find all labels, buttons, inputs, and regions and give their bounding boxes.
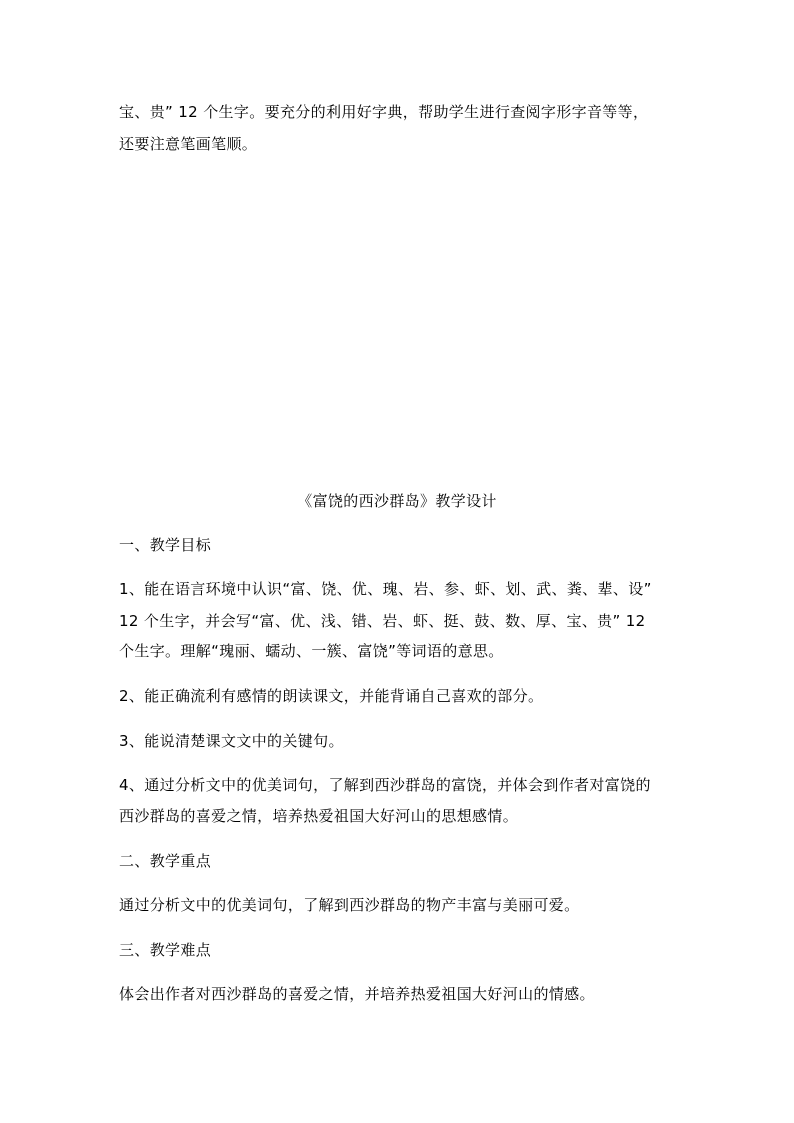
objective-3: 3、能说清楚课文文中的关键句。	[119, 732, 344, 750]
document-title: 《富饶的西沙群岛》教学设计	[297, 492, 497, 510]
key-points-text: 通过分析文中的优美词句，了解到西沙群岛的物产丰富与美丽可爱。	[119, 896, 580, 914]
paragraph-line: 还要注意笔画笔顺。	[119, 135, 258, 153]
section-heading-objectives: 一、教学目标	[119, 536, 212, 554]
objective-1-line: 1、能在语言环境中认识“富、饶、优、瑰、岩、参、虾、划、武、粪、辈、设”	[119, 580, 652, 598]
objective-4-line: 4、通过分析文中的优美词句，了解到西沙群岛的富饶，并体会到作者对富饶的	[119, 776, 651, 794]
objective-1-line: 个生字。理解“瑰丽、蠕动、一簇、富饶”等词语的意思。	[119, 642, 504, 660]
paragraph-line: 宝、贵” 12 个生字。要充分的利用好字典，帮助学生进行查阅字形字音等等，	[119, 103, 649, 121]
section-heading-difficulties: 三、教学难点	[119, 941, 212, 959]
section-heading-key-points: 二、教学重点	[119, 852, 212, 870]
objective-2: 2、能正确流利有感情的朗读课文，并能背诵自己喜欢的部分。	[119, 687, 544, 705]
objective-4-line: 西沙群岛的喜爱之情，培养热爱祖国大好河山的思想感情。	[119, 807, 519, 825]
objective-1-line: 12 个生字，并会写“富、优、浅、错、岩、虾、挺、鼓、数、厚、宝、贵” 12	[119, 612, 646, 630]
difficulties-text: 体会出作者对西沙群岛的喜爱之情，并培养热爱祖国大好河山的情感。	[119, 985, 595, 1003]
